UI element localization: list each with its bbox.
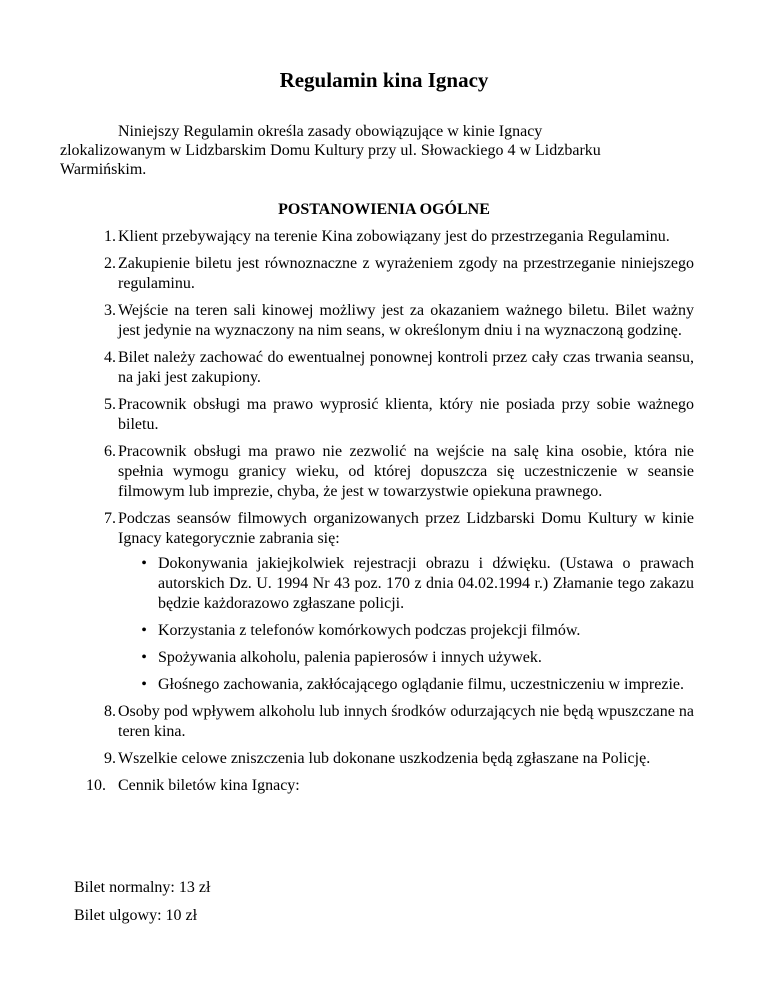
prohibition-text: Spożywania alkoholu, palenia papierosów i innych używek. bbox=[158, 649, 542, 666]
bullet-icon: • bbox=[141, 649, 147, 666]
rule-number: 4. bbox=[104, 349, 116, 366]
rule-item bbox=[104, 509, 694, 695]
rule-number: 3. bbox=[104, 302, 116, 319]
rule-text: Cennik biletów kina Ignacy: bbox=[118, 777, 300, 794]
rule-item bbox=[104, 348, 694, 388]
rule-text: Zakupienie biletu jest równoznaczne z wyrażeniem zgody na przestrzeganie niniejszego regulaminu. bbox=[118, 255, 694, 292]
rule-text: Klient przebywający na terenie Kina zobowiązany jest do przestrzegania Regulaminu. bbox=[118, 228, 670, 245]
prohibition-text: Dokonywania jakiejkolwiek rejestracji obrazu i dźwięku. (Ustawa o prawach autorskich Dz. U. 1994 Nr 43 poz. 170 z dnia 04.02.1994 r.) Złamanie tego zakazu będzie każdorazowo zgłaszane policji. bbox=[158, 555, 694, 612]
prohibition-item bbox=[141, 648, 694, 668]
rule-text: Pracownik obsługi ma prawo wyprosić klienta, który nie posiada przy sobie ważnego biletu. bbox=[118, 396, 694, 433]
price-normal: Bilet normalny: 13 zł bbox=[74, 879, 211, 896]
rule-number: 5. bbox=[104, 396, 116, 413]
rule-item bbox=[104, 395, 694, 435]
rule-text: Wejście na teren sali kinowej możliwy jest za okazaniem ważnego biletu. Bilet ważny jest jedynie na wyznaczony na nim seans, w określonym dniu i na wyznaczoną godzinę. bbox=[118, 302, 694, 339]
rule-item bbox=[104, 702, 694, 742]
prohibition-item bbox=[141, 675, 694, 695]
price-reduced: Bilet ulgowy: 10 zł bbox=[74, 907, 198, 924]
rule-item bbox=[104, 301, 694, 341]
rule-item bbox=[104, 227, 694, 247]
rule-number: 6. bbox=[104, 443, 116, 460]
rule-number: 2. bbox=[104, 255, 116, 272]
intro-line: zlokalizowanym w Lidzbarskim Domu Kultury przy ul. Słowackiego 4 w Lidzbarku bbox=[60, 142, 601, 159]
rule-text: Osoby pod wpływem alkoholu lub innych środków odurzających nie będą wpuszczane na teren kina. bbox=[118, 703, 694, 740]
prohibition-item bbox=[141, 621, 694, 641]
rule-item bbox=[104, 442, 694, 502]
rule-number: 9. bbox=[104, 750, 116, 767]
intro-paragraph bbox=[60, 122, 694, 179]
rule-text: Pracownik obsługi ma prawo nie zezwolić na wejście na salę kina osobie, która nie spełnia wymogu granicy wieku, od której dopuszcza się uczestniczenie w seansie filmowym lub imprezie, chyba, że jest w towarzystwie opiekuna prawnego. bbox=[118, 443, 694, 500]
rule-item bbox=[104, 749, 694, 769]
prohibitions-list bbox=[118, 554, 694, 695]
prohibition-item bbox=[141, 554, 694, 614]
rule-number: 7. bbox=[104, 510, 116, 527]
rule-number: 10. bbox=[86, 777, 106, 794]
rule-item bbox=[86, 776, 694, 796]
rule-text: Wszelkie celowe zniszczenia lub dokonane uszkodzenia będą zgłaszane na Policję. bbox=[118, 750, 651, 767]
bullet-icon: • bbox=[141, 555, 147, 572]
rule-item bbox=[104, 254, 694, 294]
bullet-icon: • bbox=[141, 622, 147, 639]
intro-line: Warmińskim. bbox=[60, 161, 147, 178]
rule-text: Podczas seansów filmowych organizowanych przez Lidzbarski Domu Kultury w kinie Ignacy kategorycznie zabrania się: bbox=[118, 510, 694, 547]
bullet-icon: • bbox=[141, 676, 147, 693]
rules-list bbox=[86, 227, 694, 803]
section-heading: POSTANOWIENIA OGÓLNE bbox=[278, 201, 490, 218]
prohibition-text: Korzystania z telefonów komórkowych podczas projekcji filmów. bbox=[158, 622, 581, 639]
prohibition-text: Głośnego zachowania, zakłócającego oglądanie filmu, uczestniczeniu w imprezie. bbox=[158, 676, 684, 693]
rule-number: 1. bbox=[104, 228, 116, 245]
rule-number: 8. bbox=[104, 703, 116, 720]
document-title: Regulamin kina Ignacy bbox=[279, 68, 489, 92]
rule-text: Bilet należy zachować do ewentualnej ponownej kontroli przez cały czas trwania seansu, na jaki jest zakupiony. bbox=[118, 349, 694, 386]
intro-line: Niniejszy Regulamin określa zasady obowiązujące w kinie Ignacy bbox=[118, 123, 543, 140]
